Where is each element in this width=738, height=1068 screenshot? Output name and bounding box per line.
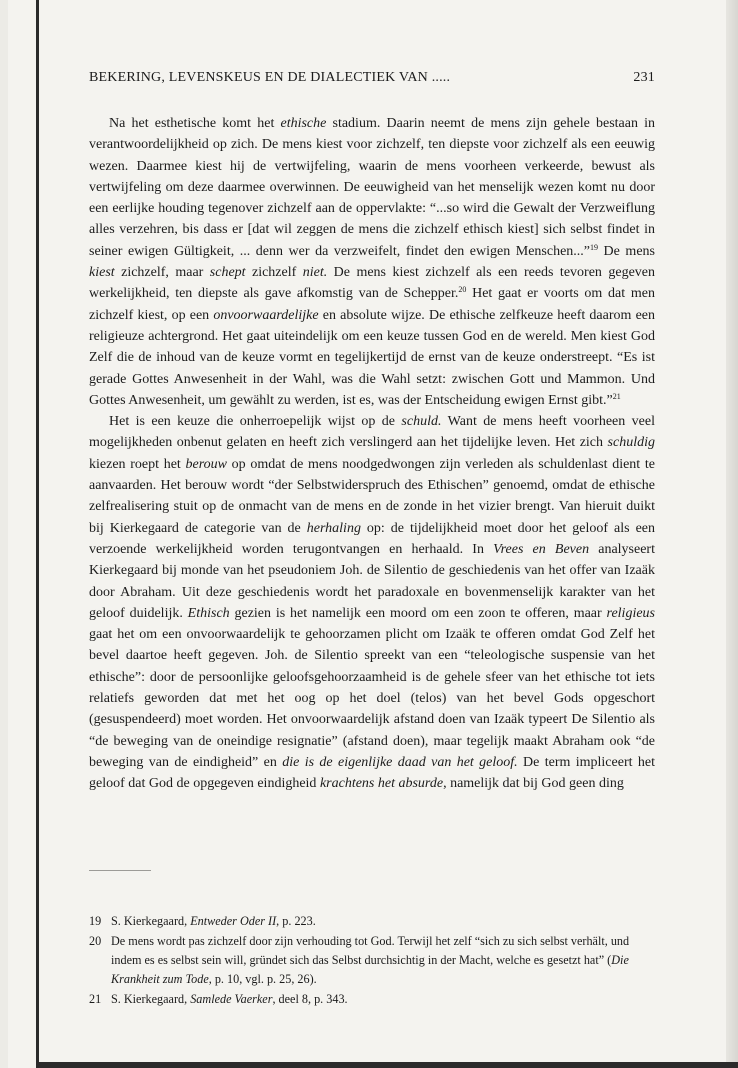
text-run: De term impliceert het geloof dat God de opgegeven eindigheid [89,754,655,792]
footnotes [89,912,655,1010]
page-bottom-edge [39,1062,738,1068]
emphasis: religieus [606,605,655,621]
footnote-text [111,932,655,989]
text-run: stadium. Daarin neemt de mens zijn gehele bestaan in verantwoordelijkheid op zich. De mens kiest voor zichzelf, ten diepste voor zichzelf als een eeuwig wezen. Daarmee kiest hij de vertwijfeling, waarin de mens voorheen verkeerde, bewust als vertwijfeling om deze daarmee overwinnen. De eeuwigheid van het menselijk wezen komt nu door een eerlijke houding tegenover zichzelf aan de oppervlakte: “...so wird die Gewalt der Verzweiflung alles verzehren, bis dass er [dat wil zeggen de mens die zichzelf ethisch kiest] sich selbst findet in seiner ewigen Gültigkeit, ... denn wer da verzweifelt, findet den ewigen Menschen...” [89,116,655,259]
footnote-text [111,912,655,931]
emphasis: schuldig [607,435,655,451]
text-run: zichzelf [245,265,303,281]
text-run: De mens wordt pas zichzelf door zijn verhouding tot God. Terwijl het zelf “sich zu sich selbst verhält, und indem es es selbst sein will, gründet sich das Selbst durchsichtig in der Macht, welche es gesetzt hat” ( [111,934,630,967]
text-run: gezien is het namelijk een moord om een zoon te offeren, maar [229,605,607,621]
book-title: Samlede Vaerker [190,992,273,1006]
footnote-separator [89,870,151,871]
text-run: kiezen roept het [89,456,186,472]
text-run: en absolute wijze. De ethische zelfkeuze heeft daarom een religieuze achtergrond. Het gaat uiteindelijk om een keuze tussen God en de wereld. Men kiest God Zelf die de inhoud van de keuze vormt en tegelijkertijd de ernst van de keuze onderstreept. “Es ist gerade Gottes Anwesenheit in der Wahl, was die Wahl setzt: zwischen Gott und Mammon. Und Gottes Anwesenheit, um gewählt zu werden, ist es, was der Entscheidung ewigen Ernst gibt.” [89,307,655,408]
text-run: op omdat de mens noodgedwongen zijn verleden als schuldenlast dient te aanvaarden. Het berouw wordt “der Selbstwiderspruch des Ethischen” genoemd, omdat de ethische zelfrealisering stuit op de onmacht van de mens en de zonde in het vizier brengt. Van hieruit duikt bij Kierkegaard de categorie van de [89,456,655,536]
text-run: S. Kierkegaard, [111,992,191,1006]
text-run: S. Kierkegaard, [111,914,191,928]
page-binding-edge [36,0,39,1068]
emphasis: herhaling [306,520,361,536]
text-run: Het gaat er voorts om dat men zichzelf kiest, op een [89,286,655,323]
footnote-number: 20 [89,934,102,948]
text-run: analyseert Kierkegaard bij monde van het pseudoniem Joh. de Silentio de geschiedenis van het offer van Izaäk door Abraham. Uit deze geschiedenis wordt het paradoxale en bovenmenselijk karakter van het geloof duidelijk. [89,541,655,621]
text-run: op: de tijdelijkheid moet door het geloof als een verzoende werkelijkheid worden terugontvangen en herhaald. In [89,520,655,557]
text-run: De mens kiest zichzelf als een reeds tevoren gegeven werkelijkheid, ten diepste als gave afkomstig van de Schepper. [89,265,655,302]
emphasis: ethische [280,116,327,131]
footnote-text [111,990,655,1009]
emphasis: berouw [185,456,227,472]
text-run: , namelijk dat bij God geen ding [443,776,624,792]
emphasis: Ethisch [187,605,230,621]
text-run: gaat het om een onvoorwaardelijk te gehoorzamen plicht om Izaäk te offeren omdat God Zelf het bevel daartoe heeft gegeven. Joh. de Silentio spreekt van een “teleologische suspensie van het ethische”: door de persoonlijke geloofsgehoorzaamheid is de gehele sfeer van het ethische tot iets relatiefs geworden dat met het oog op het doel (telos) van het bevel Gods opgeschort (gesuspendeerd) moet worden. Het onvoorwaardelijk afstand doen van Izaäk typeert De Silentio als “de beweging van de oneindige resignatie” (afstand doen), maar tegelijk maakt Abraham ook “de beweging van de eindigheid” en [89,627,655,770]
page-right-edge [726,0,738,1068]
text-run: , p. 10, vgl. p. 25, 26). [208,972,317,986]
emphasis: onvoorwaardelijke [213,307,319,323]
footnote-number: 19 [89,914,102,928]
paragraph-2 [89,411,655,794]
running-header [89,70,655,86]
emphasis: niet. [302,265,328,281]
emphasis: schept [209,265,246,281]
footnote-21 [89,990,655,1009]
footnote-19 [89,912,655,931]
footnote-ref-19[interactable]: 19 [590,242,599,252]
text-run: zichzelf, maar [114,265,210,281]
book-title: Entweder Oder II [190,914,277,928]
main-text [89,113,655,795]
paragraph-1 [89,113,655,411]
running-title: BEKERING, LEVENSKEUS EN DE DIALECTIEK VAN ..... [89,70,451,85]
book-title: Vrees en Beven [493,541,590,557]
footnote-ref-21[interactable]: 21 [612,391,621,401]
text-run: , deel 8, p. 343. [272,992,348,1006]
emphasis: krachtens het absurde [319,776,444,792]
emphasis: kiest [89,265,115,281]
book-title: Die Krankheit zum Tode [111,953,629,986]
page-number: 231 [633,70,655,85]
footnote-20 [89,932,655,989]
emphasis: schuld. [401,414,442,430]
footnote-ref-20[interactable]: 20 [458,285,467,295]
footnote-number: 21 [89,992,102,1006]
text-run: , p. 223. [276,914,316,928]
text-run: Na het esthetische komt het [109,116,281,131]
text-run: De mens [598,243,655,259]
text-run: Want de mens heeft voorheen veel mogelijkheden onbenut gelaten en heeft zich verslingerd aan het tijdelijke leven. Het zich [89,414,655,451]
text-run: Het is een keuze die onherroepelijk wijst op de [109,414,402,430]
emphasis: die is de eigenlijke daad van het geloof. [282,754,518,770]
